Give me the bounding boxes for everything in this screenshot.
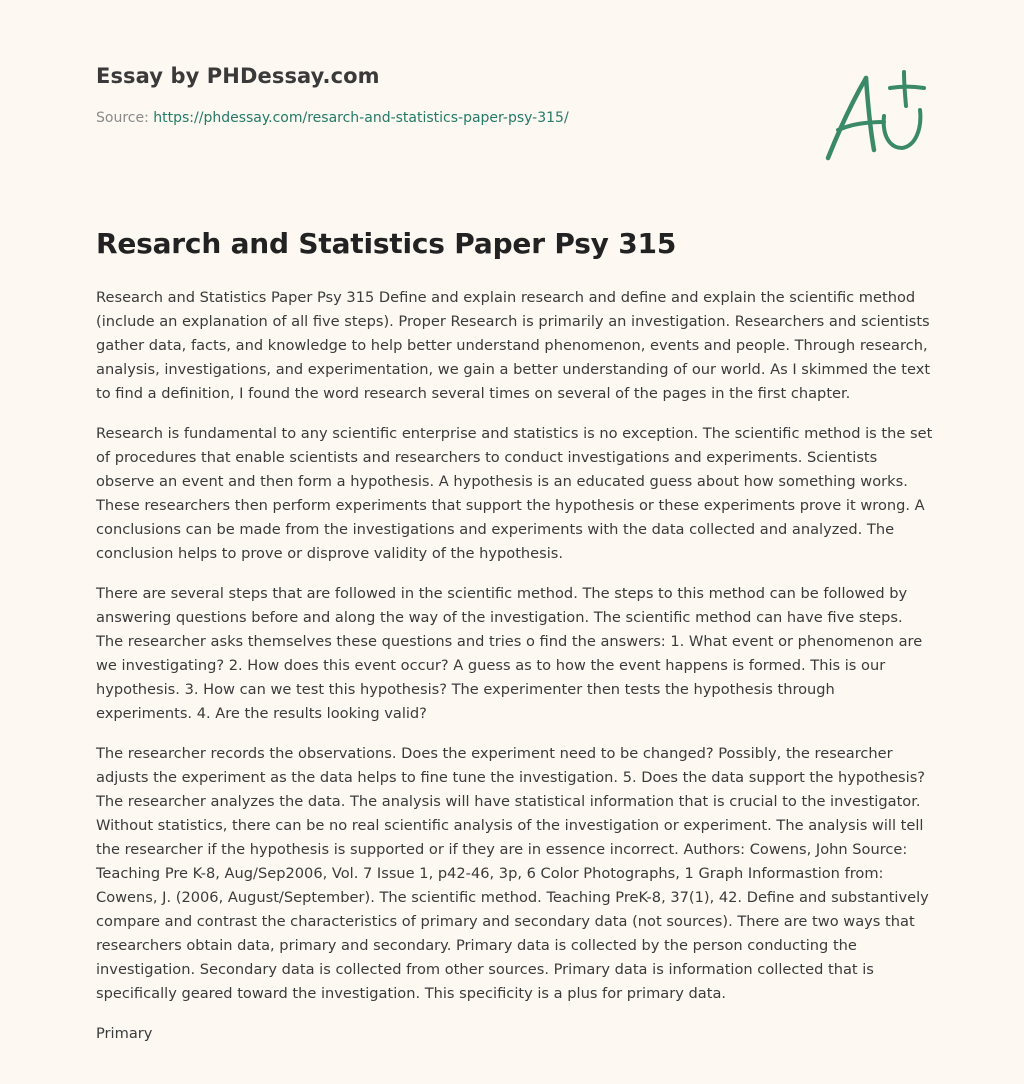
paragraph-2: Research is fundamental to any scientific enterprise and statistics is no exception. The scientific method is the set of procedures that enable scientists and researchers to conduct investigations and experiments. Scientists observe an event and then form a hypothesis. A hypothesis is an educated guess about how something works. These researchers then perform experiments that support the hypothesis or these experiments prove it wrong. A conclusions can be made from the investigations and experiments with the data collected and analyzed. The conclusion helps to prove or disprove validity of the hypothesis. [96,425,933,562]
paragraph-4: The researcher records the observations. Does the experiment need to be changed? Possibly, the researcher adjusts the experiment as the data helps to fine tune the investigation. 5. Does the data support the hypothesis? The researcher analyzes the data. The analysis will have statistical information that is crucial to the investigator. Without statistics, there can be no real scientific analysis of the investigation or experiment. The analysis will tell the researcher if the hypothesis is supported or if they are in essence incorrect. Authors: Cowens, John Source: Teaching Pre K-8, Aug/Sep2006, Vol. 7 Issue 1, p42-46, 3p, 6 Color Photographs, 1 Graph Informastion from: Cowens, J. (2006, August/September). The scientific method. Teaching PreK-8, 37(1), 42. Define and substantively compare and contrast the characteristics of primary and secondary data (not sources). There are two ways that researchers obtain data, primary and secondary. Primary data is collected by the person conducting the investigation. Secondary data is collected from other sources. Primary data is information collected that is specifically geared toward the investigation. This specificity is a plus for primary data. [96,745,929,1002]
logo-plus-vertical [904,72,906,106]
paragraph-5: Primary [96,1025,153,1042]
a-plus-logo [818,66,930,166]
page-header [96,62,816,128]
article-body [96,286,934,1062]
paragraph-3: There are several steps that are followed in the scientific method. The steps to this method can be followed by answering questions before and along the way of the investigation. The scientific method can have five steps. The researcher asks themselves these questions and tries o find the answers: 1. What event or phenomenon are we investigating? 2. How does this event occur? A guess as to how the event happens is formed. This is our hypothesis. 3. How can we test this hypothesis? The experimenter then tests the hypothesis through experiments. 4. Are the results looking valid? [96,585,923,722]
logo-a-stroke-left [828,78,866,158]
brand-title: Essay by PHDessay.com [96,64,380,88]
logo-swoosh [884,110,921,148]
source-line [96,108,816,128]
article-title: Resarch and Statistics Paper Psy 315 [96,227,677,260]
paragraph-1: Research and Statistics Paper Psy 315 Define and explain research and define and explain the scientific method (include an explanation of all five steps). Proper Research is primarily an investigation. Researchers and scientists gather data, facts, and knowledge to help better understand phenomenon, events and people. Through research, analysis, investigations, and experimentation, we gain a better understanding of our world. As I skimmed the text to find a definition, I found the word research several times on several of the pages in the first chapter. [96,289,931,402]
source-link[interactable]: https://phdessay.com/resarch-and-statistics-paper-psy-315/ [153,110,569,126]
source-label: Source: [96,110,154,126]
logo-plus-horizontal [890,87,924,89]
logo-a-stroke-right [866,78,874,150]
